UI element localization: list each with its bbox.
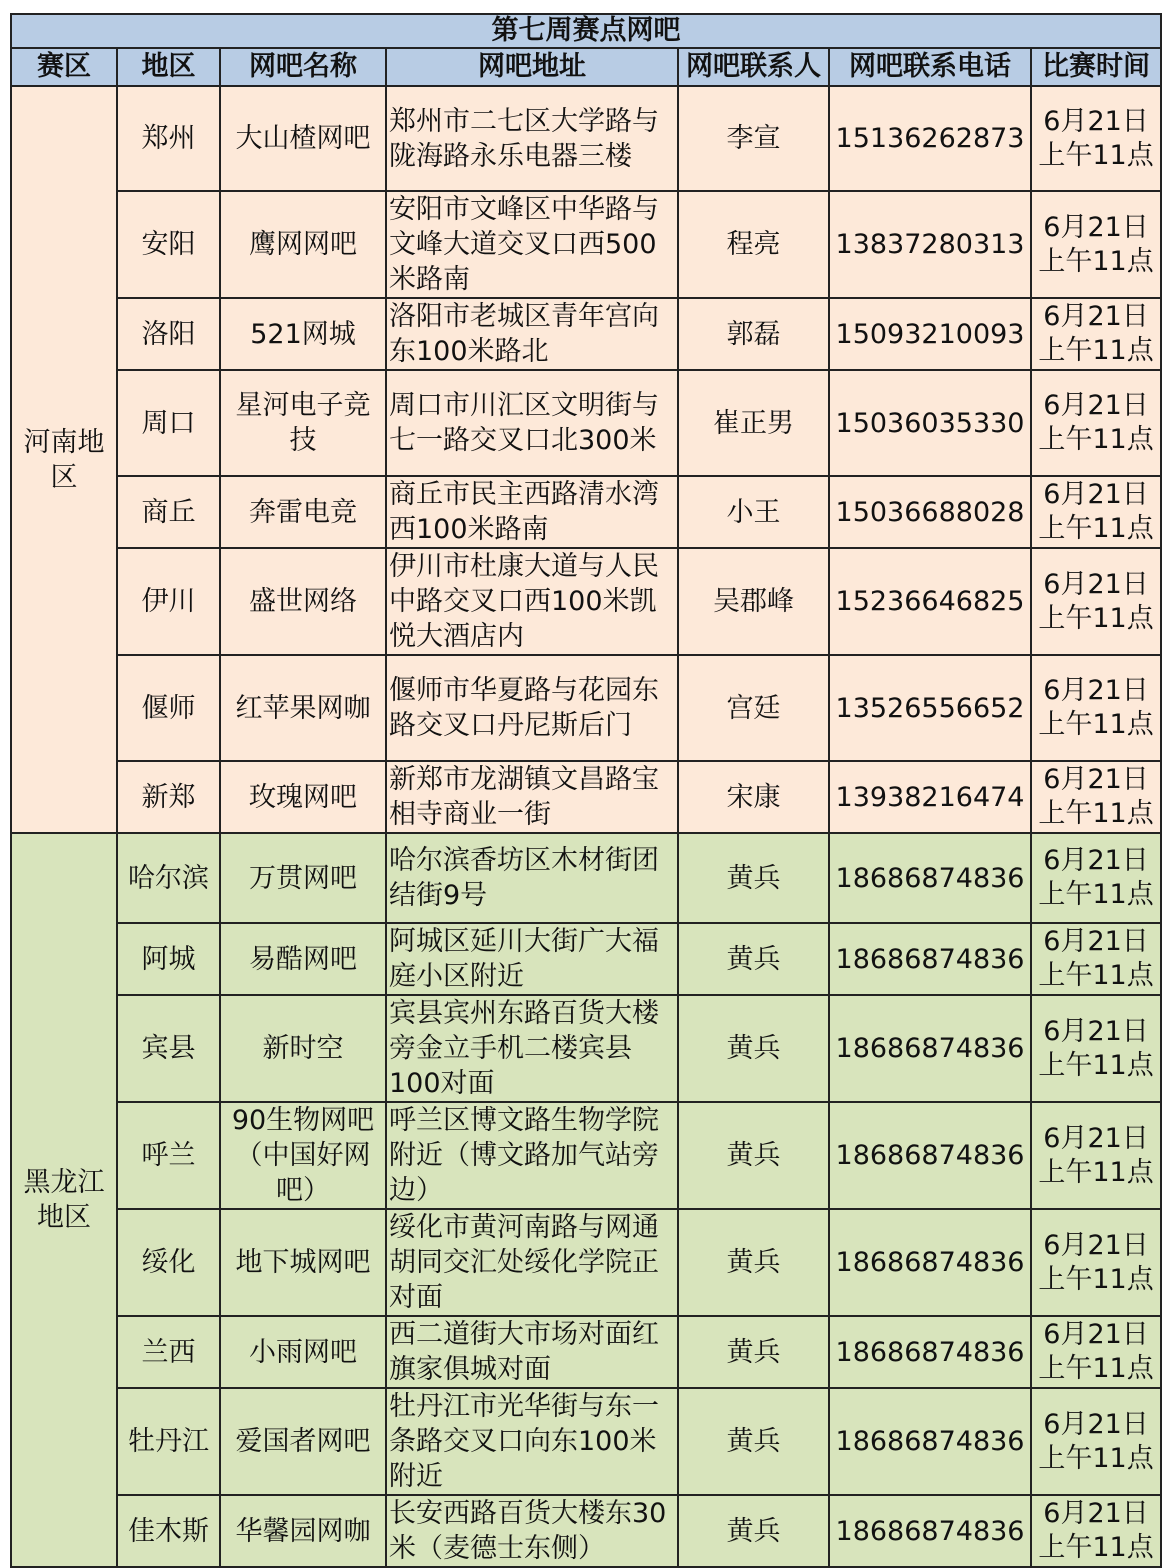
contact-cell: 黄兵 bbox=[678, 1102, 829, 1209]
time-cell: 6月21日上午11点 bbox=[1031, 833, 1161, 923]
address-cell: 偃师市华夏路与花园东路交叉口丹尼斯后门 bbox=[386, 655, 678, 761]
phone-cell: 15136262873 bbox=[829, 86, 1031, 191]
cafe-name-cell: 万贯网吧 bbox=[220, 833, 386, 923]
cafe-name-cell: 小雨网吧 bbox=[220, 1316, 386, 1388]
header-contact: 网吧联系人 bbox=[678, 48, 829, 86]
table-row bbox=[11, 1209, 1161, 1316]
region-cell: 绥化 bbox=[117, 1209, 220, 1316]
header-zone: 赛区 bbox=[11, 48, 117, 86]
phone-cell: 18686874836 bbox=[829, 1102, 1031, 1209]
region-cell: 哈尔滨 bbox=[117, 833, 220, 923]
region-cell: 新郑 bbox=[117, 761, 220, 833]
phone-cell: 18686874836 bbox=[829, 923, 1031, 995]
time-cell: 6月21日上午11点 bbox=[1031, 995, 1161, 1102]
region-cell: 佳木斯 bbox=[117, 1495, 220, 1567]
time-cell: 6月21日上午11点 bbox=[1031, 1388, 1161, 1495]
contact-cell: 黄兵 bbox=[678, 833, 829, 923]
contact-cell: 程亮 bbox=[678, 191, 829, 298]
contact-cell: 黄兵 bbox=[678, 1388, 829, 1495]
table-row bbox=[11, 833, 1161, 923]
time-cell: 6月21日上午11点 bbox=[1031, 548, 1161, 655]
spreadsheet bbox=[10, 13, 1160, 1564]
region-cell: 周口 bbox=[117, 370, 220, 476]
table-row bbox=[11, 298, 1161, 370]
header-region: 地区 bbox=[117, 48, 220, 86]
time-cell: 6月21日上午11点 bbox=[1031, 1102, 1161, 1209]
region-cell: 洛阳 bbox=[117, 298, 220, 370]
time-cell: 6月21日上午11点 bbox=[1031, 370, 1161, 476]
region-cell: 偃师 bbox=[117, 655, 220, 761]
time-cell: 6月21日上午11点 bbox=[1031, 191, 1161, 298]
contact-cell: 郭磊 bbox=[678, 298, 829, 370]
region-cell: 阿城 bbox=[117, 923, 220, 995]
header-row bbox=[11, 48, 1161, 86]
table-row bbox=[11, 476, 1161, 548]
cafe-name-cell: 星河电子竞技 bbox=[220, 370, 386, 476]
region-cell: 郑州 bbox=[117, 86, 220, 191]
table-row bbox=[11, 548, 1161, 655]
cafe-name-cell: 易酷网吧 bbox=[220, 923, 386, 995]
header-address: 网吧地址 bbox=[386, 48, 678, 86]
address-cell: 哈尔滨香坊区木材街团结街9号 bbox=[386, 833, 678, 923]
contact-cell: 黄兵 bbox=[678, 923, 829, 995]
cafe-name-cell: 新时空 bbox=[220, 995, 386, 1102]
cafe-name-cell: 521网城 bbox=[220, 298, 386, 370]
phone-cell: 15093210093 bbox=[829, 298, 1031, 370]
contact-cell: 黄兵 bbox=[678, 1316, 829, 1388]
region-cell: 呼兰 bbox=[117, 1102, 220, 1209]
table-row bbox=[11, 370, 1161, 476]
phone-cell: 13938216474 bbox=[829, 761, 1031, 833]
cafe-name-cell: 爱国者网吧 bbox=[220, 1388, 386, 1495]
time-cell: 6月21日上午11点 bbox=[1031, 298, 1161, 370]
address-cell: 商丘市民主西路清水湾西100米路南 bbox=[386, 476, 678, 548]
contact-cell: 李宣 bbox=[678, 86, 829, 191]
header-cafe-name: 网吧名称 bbox=[220, 48, 386, 86]
time-cell: 6月21日上午11点 bbox=[1031, 476, 1161, 548]
cafe-name-cell: 华馨园网咖 bbox=[220, 1495, 386, 1567]
time-cell: 6月21日上午11点 bbox=[1031, 655, 1161, 761]
table-row bbox=[11, 923, 1161, 995]
cafe-name-cell: 盛世网络 bbox=[220, 548, 386, 655]
address-cell: 绥化市黄河南路与网通胡同交汇处绥化学院正对面 bbox=[386, 1209, 678, 1316]
cafe-name-cell: 玫瑰网吧 bbox=[220, 761, 386, 833]
header-phone: 网吧联系电话 bbox=[829, 48, 1031, 86]
address-cell: 牡丹江市光华街与东一条路交叉口向东100米附近 bbox=[386, 1388, 678, 1495]
address-cell: 西二道街大市场对面红旗家俱城对面 bbox=[386, 1316, 678, 1388]
phone-cell: 18686874836 bbox=[829, 1316, 1031, 1388]
address-cell: 伊川市杜康大道与人民中路交叉口西100米凯悦大酒店内 bbox=[386, 548, 678, 655]
table-row bbox=[11, 995, 1161, 1102]
region-cell: 安阳 bbox=[117, 191, 220, 298]
table-row bbox=[11, 1388, 1161, 1495]
address-cell: 长安西路百货大楼东30米（麦德士东侧） bbox=[386, 1495, 678, 1567]
address-cell: 洛阳市老城区青年宫向东100米路北 bbox=[386, 298, 678, 370]
zone-cell: 河南地区 bbox=[11, 86, 117, 833]
contact-cell: 崔正男 bbox=[678, 370, 829, 476]
address-cell: 阿城区延川大街广大福庭小区附近 bbox=[386, 923, 678, 995]
contact-cell: 黄兵 bbox=[678, 1495, 829, 1567]
contact-cell: 吴郡峰 bbox=[678, 548, 829, 655]
cafe-name-cell: 90生物网吧（中国好网吧） bbox=[220, 1102, 386, 1209]
cafe-name-cell: 地下城网吧 bbox=[220, 1209, 386, 1316]
time-cell: 6月21日上午11点 bbox=[1031, 761, 1161, 833]
table-row bbox=[11, 1316, 1161, 1388]
contact-cell: 黄兵 bbox=[678, 995, 829, 1102]
table-title: 第七周赛点网吧 bbox=[11, 14, 1161, 48]
header-time: 比赛时间 bbox=[1031, 48, 1161, 86]
cafe-name-cell: 大山楂网吧 bbox=[220, 86, 386, 191]
contact-cell: 小王 bbox=[678, 476, 829, 548]
phone-cell: 18686874836 bbox=[829, 833, 1031, 923]
address-cell: 郑州市二七区大学路与陇海路永乐电器三楼 bbox=[386, 86, 678, 191]
phone-cell: 18686874836 bbox=[829, 1388, 1031, 1495]
region-cell: 牡丹江 bbox=[117, 1388, 220, 1495]
region-cell: 宾县 bbox=[117, 995, 220, 1102]
phone-cell: 18686874836 bbox=[829, 1495, 1031, 1567]
phone-cell: 18686874836 bbox=[829, 1209, 1031, 1316]
time-cell: 6月21日上午11点 bbox=[1031, 1209, 1161, 1316]
region-cell: 伊川 bbox=[117, 548, 220, 655]
table-row bbox=[11, 191, 1161, 298]
time-cell: 6月21日上午11点 bbox=[1031, 86, 1161, 191]
phone-cell: 13526556652 bbox=[829, 655, 1031, 761]
region-cell: 商丘 bbox=[117, 476, 220, 548]
time-cell: 6月21日上午11点 bbox=[1031, 923, 1161, 995]
address-cell: 宾县宾州东路百货大楼旁金立手机二楼宾县100对面 bbox=[386, 995, 678, 1102]
table-row bbox=[11, 1495, 1161, 1567]
cafe-name-cell: 鹰网网吧 bbox=[220, 191, 386, 298]
table-row bbox=[11, 86, 1161, 191]
time-cell: 6月21日上午11点 bbox=[1031, 1316, 1161, 1388]
table-row bbox=[11, 761, 1161, 833]
time-cell: 6月21日上午11点 bbox=[1031, 1495, 1161, 1567]
phone-cell: 18686874836 bbox=[829, 995, 1031, 1102]
contact-cell: 黄兵 bbox=[678, 1209, 829, 1316]
cafe-name-cell: 奔雷电竞 bbox=[220, 476, 386, 548]
phone-cell: 15236646825 bbox=[829, 548, 1031, 655]
address-cell: 周口市川汇区文明街与七一路交叉口北300米 bbox=[386, 370, 678, 476]
address-cell: 呼兰区博文路生物学院附近（博文路加气站旁边） bbox=[386, 1102, 678, 1209]
phone-cell: 15036035330 bbox=[829, 370, 1031, 476]
contact-cell: 宫廷 bbox=[678, 655, 829, 761]
region-cell: 兰西 bbox=[117, 1316, 220, 1388]
address-cell: 新郑市龙湖镇文昌路宝相寺商业一街 bbox=[386, 761, 678, 833]
venue-table bbox=[10, 13, 1162, 1568]
zone-cell: 黑龙江地区 bbox=[11, 833, 117, 1567]
phone-cell: 15036688028 bbox=[829, 476, 1031, 548]
phone-cell: 13837280313 bbox=[829, 191, 1031, 298]
contact-cell: 宋康 bbox=[678, 761, 829, 833]
cafe-name-cell: 红苹果网咖 bbox=[220, 655, 386, 761]
address-cell: 安阳市文峰区中华路与文峰大道交叉口西500米路南 bbox=[386, 191, 678, 298]
table-row bbox=[11, 655, 1161, 761]
table-row bbox=[11, 1102, 1161, 1209]
